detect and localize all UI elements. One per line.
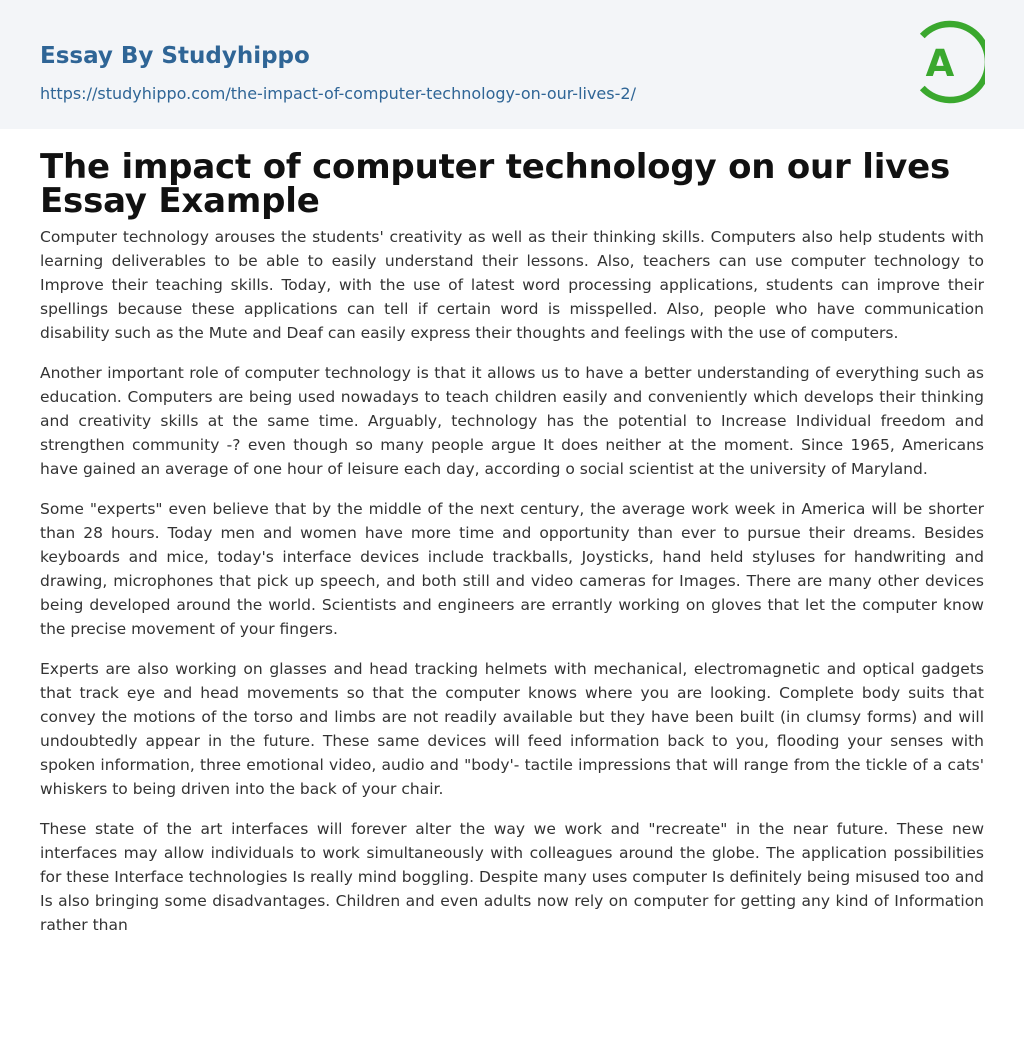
essay-title: The impact of computer technology on our lives Essay Example (40, 147, 951, 221)
logo-letter: A (925, 42, 955, 85)
source-url-link[interactable]: https://studyhippo.com/the-impact-of-computer-technology-on-our-lives-2/ (40, 84, 636, 103)
essay-paragraph: Another important role of computer technology is that it allows us to have a better understanding of everything such as education. Computers are being used nowadays to teach children easily and conveniently which develops their thinking and creativity skills at the same time. Arguably, technology has the potential to Increase Individual freedom and strengthen community -? even though so many people argue It does neither at the moment. Since 1965, Americans have gained an average of one hour of leisure each day, according o social scientist at the university of Maryland. (40, 364, 984, 478)
site-title[interactable]: Essay By Studyhippo (40, 43, 310, 69)
essay-body (40, 225, 984, 937)
essay-paragraph: These state of the art interfaces will forever alter the way we work and "recreate" in the near future. These new interfaces may allow individuals to work simultaneously with colleagues around the globe. The application possibilities for these Interface technologies Is really mind boggling. Despite many uses computer Is definitely being misused too and Is also bringing some disadvantages. Children and even adults now rely on computer for getting any kind of Information rather than (40, 820, 984, 934)
site-header (0, 0, 1024, 129)
essay-content (40, 129, 984, 953)
studyhippo-logo-icon[interactable] (913, 19, 985, 105)
essay-paragraph: Computer technology arouses the students' creativity as well as their thinking skills. Computers also help students with learning deliverables to be able to easily understand their lessons. Also, teachers can use computer technology to Improve their teaching skills. Today, with the use of latest word processing applications, students can improve their spellings because these applications can tell if certain word is misspelled. Also, people who have communication disability such as the Mute and Deaf can easily express their thoughts and feelings with the use of computers. (40, 228, 984, 342)
essay-paragraph: Some "experts" even believe that by the middle of the next century, the average work week in America will be shorter than 28 hours. Today men and women have more time and opportunity than ever to pursue their dreams. Besides keyboards and mice, today's interface devices include trackballs, Joysticks, hand held styluses for handwriting and drawing, microphones that pick up speech, and both still and video cameras for Images. There are many other devices being developed around the world. Scientists and engineers are errantly working on gloves that let the computer know the precise movement of your fingers. (40, 500, 984, 638)
essay-paragraph: Experts are also working on glasses and head tracking helmets with mechanical, electromagnetic and optical gadgets that track eye and head movements so that the computer knows where you are looking. Complete body suits that convey the motions of the torso and limbs are not readily available but they have been built (in clumsy forms) and will undoubtedly appear in the future. These same devices will feed information back to you, flooding your senses with spoken information, three emotional video, audio and "body'- tactile impressions that will range from the tickle of a cats' whiskers to being driven into the back of your chair. (40, 660, 984, 798)
